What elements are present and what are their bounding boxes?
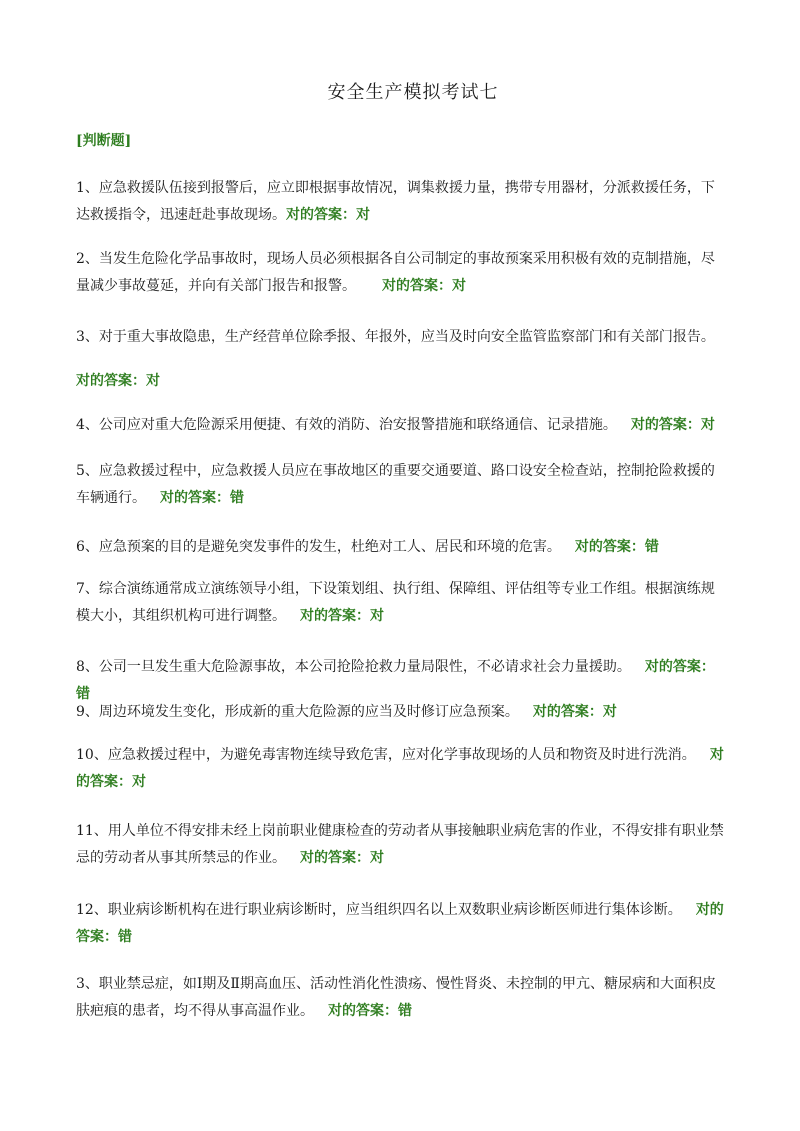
answer-label: 对的答案： (328, 1003, 398, 1019)
answer-label: 对的答案： (76, 373, 146, 389)
question-item (76, 699, 726, 726)
question-text: 2、当发生危险化学品事故时，现场人员必须根据各自公司制定的事故预案采用积极有效的克制措施，尽量减少事故蔓延，并向有关部门报告和报警。 (76, 251, 715, 294)
answer-value: 对 (132, 774, 146, 790)
question-text: 6、应急预案的目的是避免突发事件的发生，杜绝对工人、居民和环境的危害。 (76, 539, 561, 555)
question-text: 10、应急救援过程中，为避免毒害物连续导致危害，应对化学事故现场的人员和物资及时进行洗消。 (76, 747, 696, 763)
document-title: 安全生产模拟考试七 (327, 82, 499, 103)
answer-value: 对 (602, 704, 617, 720)
answer-label: 对的答案： (76, 747, 724, 790)
question-text: 12、职业病诊断机构在进行职业病诊断时，应当组织四名以上双数职业病诊断医师进行集体诊断。 (76, 902, 682, 918)
answer-value: 对 (370, 850, 384, 866)
answer-label: 对的答案： (160, 490, 230, 506)
question-text: 8、公司一旦发生重大危险源事故，本公司抢险抢救力量局限性，不必请求社会力量援助。 (76, 659, 631, 675)
answer-value: 对 (700, 417, 715, 433)
question-item (76, 742, 726, 796)
question-text: 7、综合演练通常成立演练领导小组，下设策划组、执行组、保障组、评估组等专业工作组。根据演练规模大小，其组织机构可进行调整。 (76, 581, 715, 624)
question-item (76, 576, 726, 630)
answer-value: 错 (398, 1003, 412, 1019)
answer-value: 错 (230, 490, 244, 506)
question-text: 1、应急救援队伍接到报警后，应立即根据事故情况，调集救援力量，携带专用器材，分派救援任务，下达救援指令，迅速赶赴事故现场。 (76, 180, 715, 223)
question-text: 3、对于重大事故隐患，生产经营单位除季报、年报外，应当及时向安全监管监察部门和有关部门报告。 (76, 329, 715, 345)
answer-label: 对的答案： (532, 704, 603, 720)
question-item (76, 897, 726, 951)
answer-value: 对 (146, 373, 160, 389)
answer-label: 对的答案： (382, 278, 452, 294)
question-text: 4、公司应对重大危险源采用便捷、有效的消防、治安报警措施和联络通信、记录措施。 (76, 417, 617, 433)
answer-value: 错 (118, 929, 132, 945)
question-item (76, 246, 726, 300)
answer-value: 对 (452, 278, 466, 294)
question-item (76, 534, 726, 561)
question-item (76, 458, 726, 512)
question-item (76, 971, 726, 1025)
question-item (76, 412, 726, 439)
question-answer-line (76, 368, 160, 395)
answer-label: 对的答案： (300, 850, 370, 866)
answer-label: 对的答案： (630, 417, 701, 433)
answer-label: 对的答案： (76, 902, 724, 945)
question-text: 3、职业禁忌症，如Ⅰ期及Ⅱ期高血压、活动性消化性溃疡、慢性肾炎、未控制的甲亢、糖尿病和大面积皮肤疤痕的患者，均不得从事高温作业。 (76, 976, 716, 1019)
answer-value: 错 (76, 686, 90, 702)
question-item (76, 818, 726, 872)
question-item (76, 175, 726, 229)
answer-value: 对 (370, 608, 384, 624)
question-text: 11、用人单位不得安排未经上岗前职业健康检查的劳动者从事接触职业病危害的作业，不得安排有职业禁忌的劳动者从事其所禁忌的作业。 (76, 823, 724, 866)
answer-value: 错 (644, 539, 659, 555)
answer-label: 对的答案： (286, 207, 356, 223)
answer-label: 对的答案： (574, 539, 645, 555)
question-item (76, 324, 726, 351)
section-label-true-false: [判断题] (76, 133, 132, 149)
answer-label: 对的答案： (644, 659, 715, 675)
answer-label: 对的答案： (300, 608, 370, 624)
question-text: 5、应急救援过程中，应急救援人员应在事故地区的重要交通要道、路口设安全检查站，控制抢险救援的车辆通行。 (76, 463, 715, 506)
question-text: 9、周边环境发生变化，形成新的重大危险源的应当及时修订应急预案。 (76, 704, 519, 720)
answer-value: 对 (356, 207, 370, 223)
